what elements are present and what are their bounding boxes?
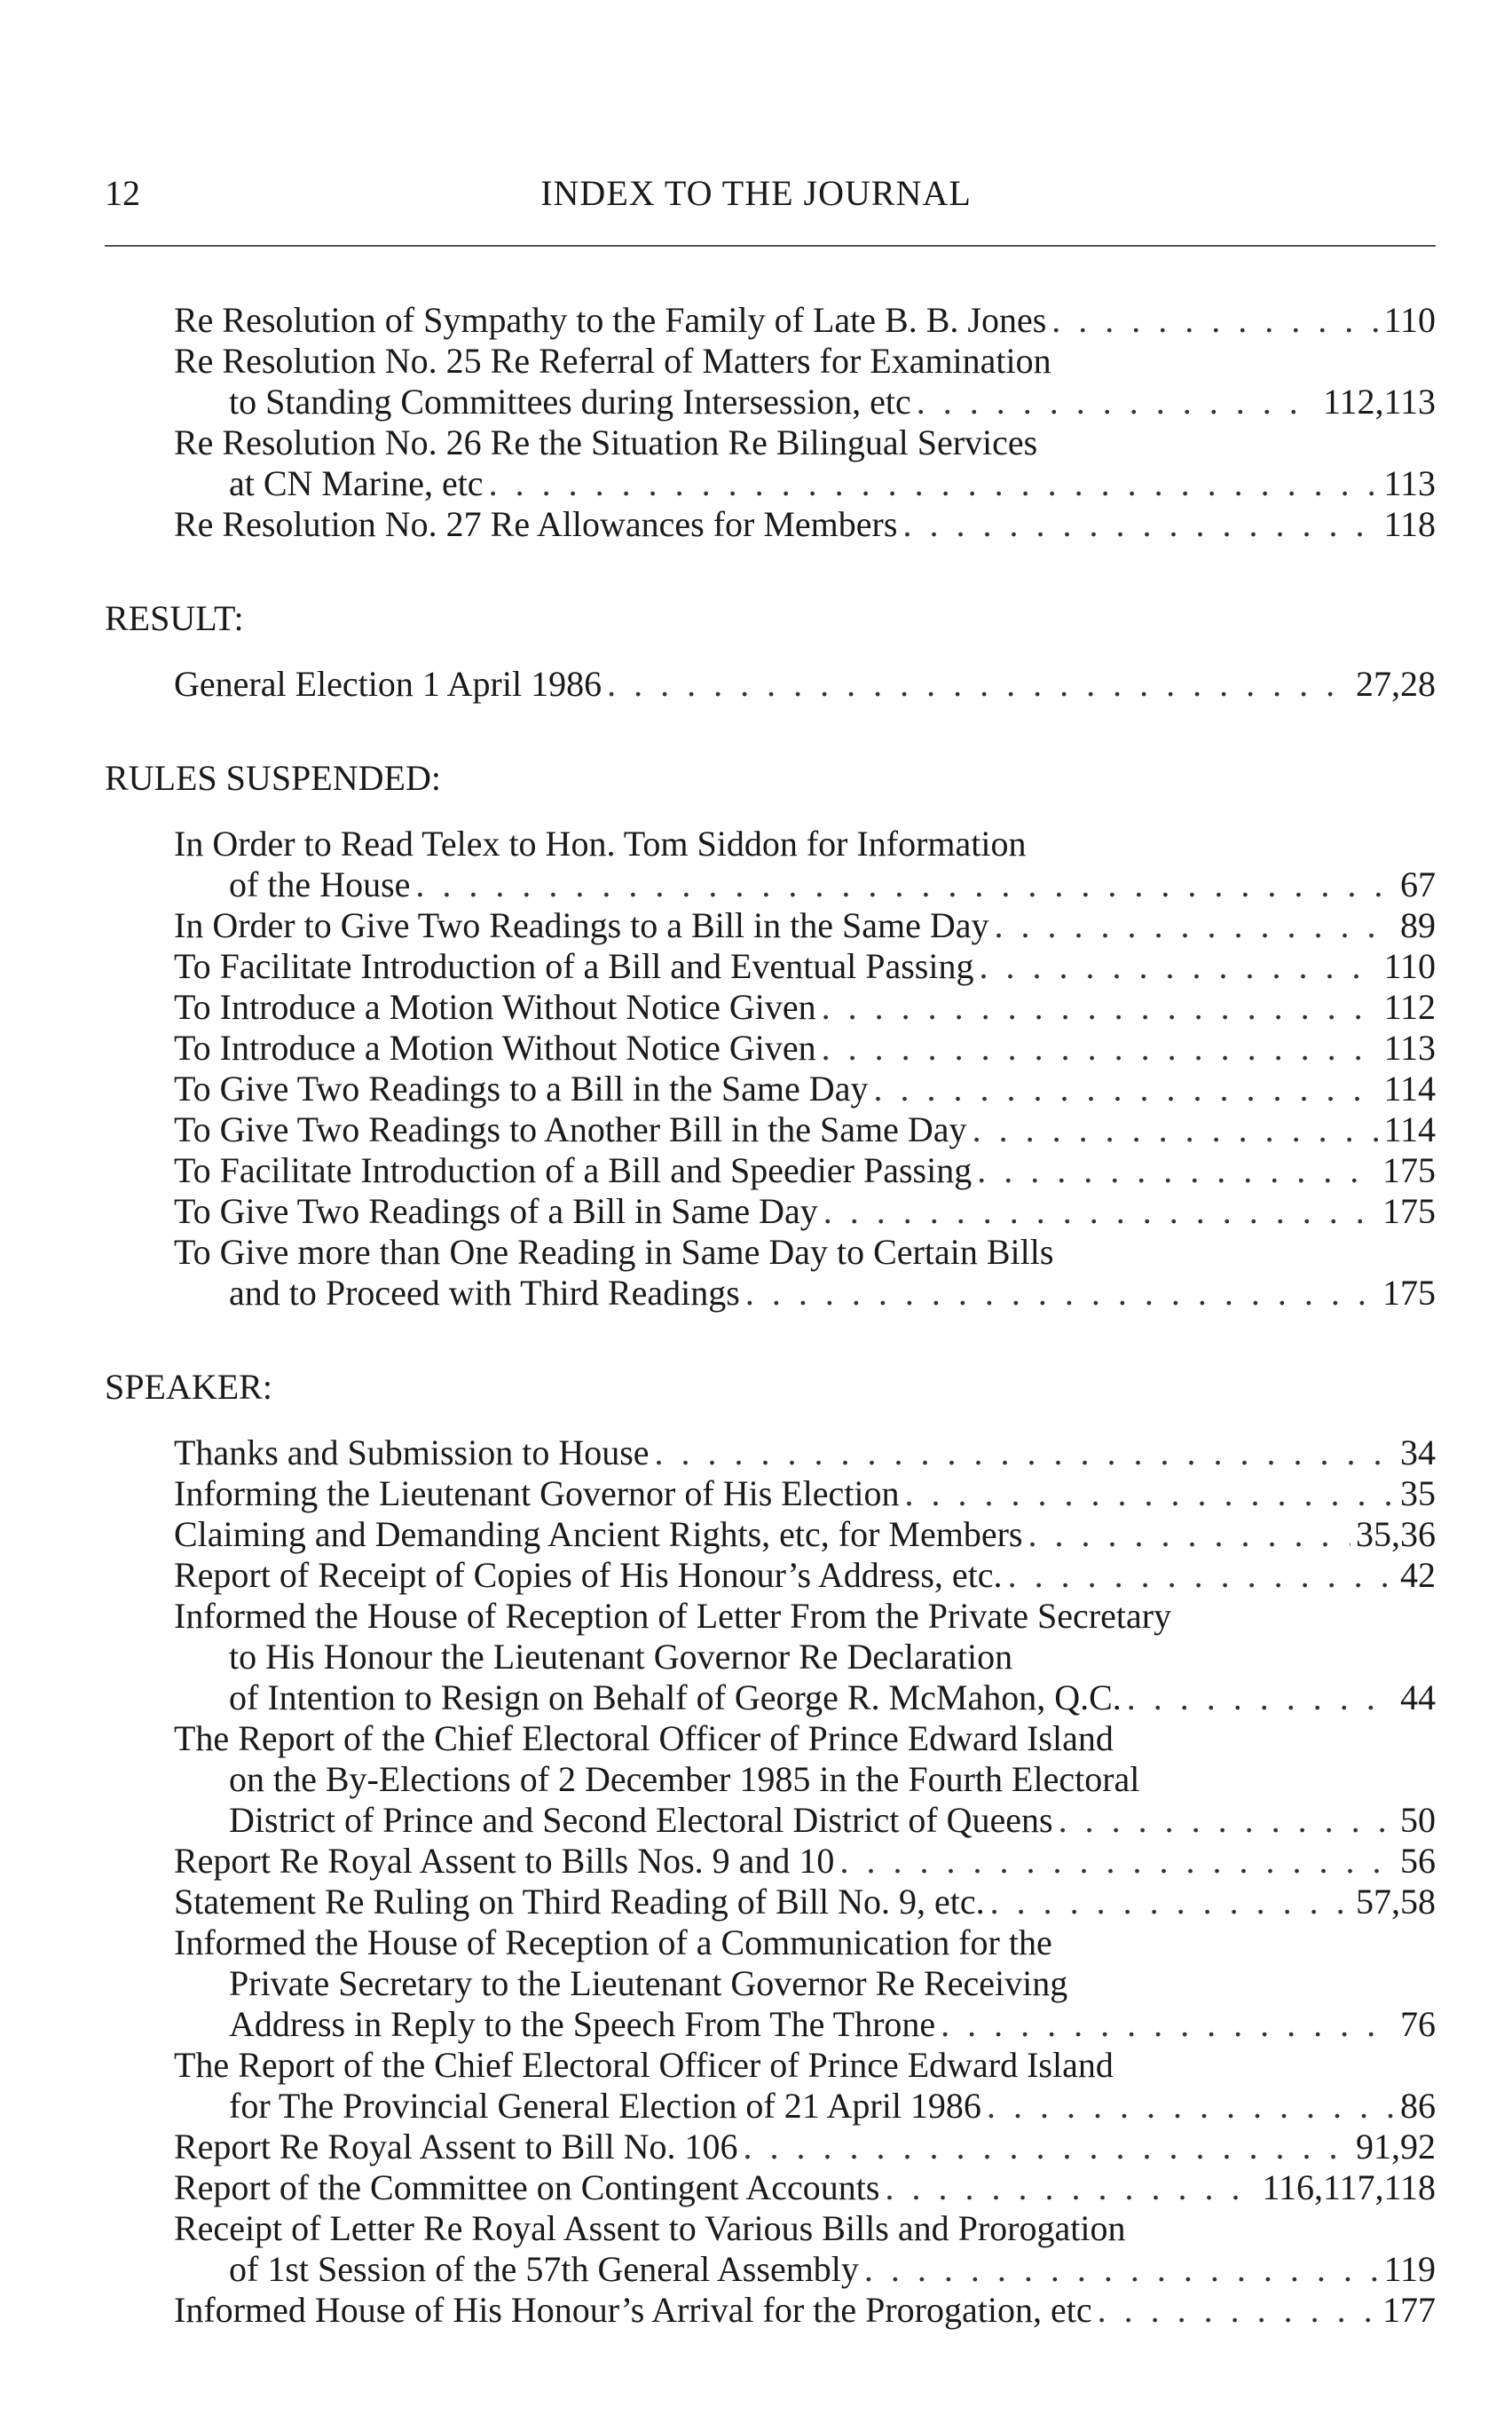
entry-line (174, 1232, 1436, 1273)
entry-line (174, 2127, 1436, 2167)
index-entry (174, 2290, 1436, 2331)
page-reference: 175 (1382, 1150, 1436, 1190)
index-section (105, 598, 1436, 705)
dot-leader (415, 864, 1395, 905)
index-entry (174, 1718, 1436, 1841)
dot-leader (902, 504, 1378, 545)
entry-line (174, 1555, 1436, 1596)
page-reference: 114 (1383, 1069, 1436, 1109)
entry-text: for The Provincial General Election of 21 April 1986 (229, 2086, 981, 2126)
entry-line (174, 1922, 1436, 1963)
page-reference: 114 (1383, 1109, 1436, 1149)
dot-leader (822, 987, 1379, 1028)
dot-leader (905, 1473, 1395, 1514)
index-entry (174, 422, 1436, 504)
dot-leader (839, 1841, 1395, 1882)
entry-line (174, 2045, 1436, 2086)
dot-leader (885, 2167, 1256, 2208)
page-reference: 110 (1383, 300, 1436, 340)
entry-text: To Facilitate Introduction of a Bill and Speedier Passing (174, 1150, 973, 1190)
entry-text: Informed House of His Honour’s Arrival for the Prorogation, etc (174, 2290, 1092, 2330)
page-reference: 86 (1400, 2086, 1436, 2126)
index-entry (174, 341, 1436, 422)
entry-text: to Standing Committees during Intersession, etc (229, 382, 911, 422)
page-reference: 89 (1400, 905, 1436, 945)
entry-line (174, 422, 1436, 463)
entry-list (174, 300, 1436, 545)
index-entry (174, 1150, 1436, 1191)
entry-text: to His Honour the Lieutenant Governor Re Declaration (229, 1637, 1013, 1677)
entry-line (174, 2208, 1436, 2249)
entry-line (174, 1514, 1436, 1555)
entry-text: General Election 1 April 1986 (174, 664, 602, 704)
page-reference: 116,117,118 (1262, 2167, 1436, 2207)
page-reference: 175 (1382, 1191, 1436, 1231)
page-reference: 91,92 (1356, 2127, 1436, 2166)
entry-line (174, 2004, 1436, 2045)
entry-line (174, 1069, 1436, 1109)
entry-list (174, 1432, 1436, 2331)
dot-leader (977, 1150, 1377, 1191)
page-reference: 119 (1383, 2249, 1436, 2289)
entry-text: To Give Two Readings of a Bill in Same Day (174, 1191, 818, 1231)
dot-leader (979, 946, 1378, 987)
page-number: 12 (105, 173, 140, 213)
header-rule (105, 245, 1436, 247)
entry-line (174, 1677, 1436, 1718)
index-entry (174, 987, 1436, 1028)
entry-line (174, 2290, 1436, 2331)
entry-text: To Introduce a Motion Without Notice Given (174, 987, 816, 1027)
entry-text: Re Resolution No. 27 Re Allowances for Members (174, 504, 898, 544)
entry-line (174, 504, 1436, 545)
entry-text: Report Re Royal Assent to Bills Nos. 9 and 10 (174, 1841, 835, 1881)
index-entry (174, 2167, 1436, 2208)
entry-text: Informing the Lieutenant Governor of His Election (174, 1473, 900, 1513)
dot-leader (655, 1432, 1395, 1473)
page-reference: 56 (1400, 1841, 1436, 1881)
index-entry (174, 1432, 1436, 1473)
running-head-title: INDEX TO THE JOURNAL (540, 173, 972, 213)
page-reference: 177 (1382, 2290, 1436, 2330)
dot-leader (995, 905, 1395, 946)
page-reference: 27,28 (1356, 664, 1436, 704)
index-entry (174, 2127, 1436, 2167)
entry-line (174, 1109, 1436, 1150)
index-entry (174, 300, 1436, 341)
dot-leader (823, 1191, 1377, 1232)
dot-leader (1059, 1800, 1395, 1841)
entry-text: Receipt of Letter Re Royal Assent to Various Bills and Prorogation (174, 2208, 1126, 2248)
entry-text: Private Secretary to the Lieutenant Governor Re Receiving (229, 1963, 1068, 2003)
dot-leader (1127, 1677, 1395, 1718)
index-entry (174, 905, 1436, 946)
index-entry (174, 1028, 1436, 1069)
entry-text: To Give Two Readings to a Bill in the Same Day (174, 1069, 869, 1109)
index-entry (174, 1191, 1436, 1232)
entry-text: To Give Two Readings to Another Bill in the Same Day (174, 1109, 967, 1149)
index-entry (174, 824, 1436, 905)
index-entry (174, 1069, 1436, 1109)
index-entry (174, 1555, 1436, 1596)
entry-text: Re Resolution of Sympathy to the Family of Late B. B. Jones (174, 300, 1047, 340)
entry-line (174, 664, 1436, 705)
entry-text: Report Re Royal Assent to Bill No. 106 (174, 2127, 738, 2166)
index-entry (174, 1232, 1436, 1314)
dot-leader (973, 1109, 1379, 1150)
dot-leader (917, 382, 1318, 422)
section-heading: RULES SUSPENDED: (105, 758, 441, 798)
dot-leader (873, 1069, 1378, 1109)
dot-leader (744, 2127, 1351, 2167)
section-heading: SPEAKER: (105, 1367, 272, 1407)
dot-leader (941, 2004, 1395, 2045)
entry-line (174, 2249, 1436, 2290)
entry-line (174, 341, 1436, 382)
index-entry (174, 1596, 1436, 1718)
page-reference: 110 (1383, 946, 1436, 986)
entry-text: In Order to Read Telex to Hon. Tom Siddon for Information (174, 824, 1027, 864)
entry-line (174, 1637, 1436, 1677)
entry-line (174, 1028, 1436, 1069)
page-reference: 76 (1400, 2004, 1436, 2044)
entry-text: of 1st Session of the 57th General Assembly (229, 2249, 859, 2289)
entry-text: on the By-Elections of 2 December 1985 in the Fourth Electoral (229, 1759, 1140, 1799)
entry-text: of Intention to Resign on Behalf of George R. McMahon, Q.C. (229, 1677, 1122, 1717)
page-reference: 50 (1400, 1800, 1436, 1840)
index-content (105, 300, 1436, 2331)
dot-leader (1008, 1555, 1395, 1596)
index-entry (174, 1841, 1436, 1882)
entry-text: Thanks and Submission to House (174, 1432, 650, 1472)
dot-leader (1098, 2290, 1377, 2331)
dot-leader (489, 463, 1379, 504)
index-section (105, 758, 1436, 1314)
entry-list (174, 824, 1436, 1314)
page-reference: 35 (1400, 1473, 1436, 1513)
entry-line (174, 987, 1436, 1028)
index-entry (174, 1473, 1436, 1514)
page-reference: 113 (1383, 1028, 1436, 1068)
entry-text: To Give more than One Reading in Same Day to Certain Bills (174, 1232, 1054, 1272)
entry-line (174, 1718, 1436, 1759)
index-section (105, 300, 1436, 545)
entry-text: Statement Re Ruling on Third Reading of Bill No. 9, etc. (174, 1882, 985, 1922)
page-reference: 175 (1382, 1273, 1436, 1313)
entry-text: The Report of the Chief Electoral Officer of Prince Edward Island (174, 1718, 1114, 1758)
page-reference: 112 (1383, 987, 1436, 1027)
page-reference: 42 (1400, 1555, 1436, 1595)
page-reference: 44 (1400, 1677, 1436, 1717)
entry-list (174, 664, 1436, 705)
entry-line (174, 1473, 1436, 1514)
entry-text: Re Resolution No. 25 Re Referral of Matters for Examination (174, 341, 1051, 381)
entry-text: and to Proceed with Third Readings (229, 1273, 740, 1313)
index-entry (174, 1922, 1436, 2045)
entry-text: at CN Marine, etc (229, 463, 484, 503)
entry-line (174, 1759, 1436, 1800)
entry-line (174, 1191, 1436, 1232)
index-entry (174, 1882, 1436, 1922)
dot-leader (745, 1273, 1377, 1314)
entry-text: To Introduce a Motion Without Notice Given (174, 1028, 816, 1068)
entry-text: Informed the House of Reception of Letter From the Private Secretary (174, 1596, 1172, 1636)
entry-text: District of Prince and Second Electoral District of Queens (229, 1800, 1053, 1840)
page-reference: 34 (1400, 1432, 1436, 1472)
entry-line (174, 2167, 1436, 2208)
entry-text: Address in Reply to the Speech From The Throne (229, 2004, 936, 2044)
entry-line (174, 1432, 1436, 1473)
index-entry (174, 1109, 1436, 1150)
page-reference: 112,113 (1322, 382, 1436, 422)
entry-line (174, 1800, 1436, 1841)
page-reference: 118 (1383, 504, 1436, 544)
entry-text: To Facilitate Introduction of a Bill and Eventual Passing (174, 946, 974, 986)
entry-line (174, 824, 1436, 864)
entry-line (174, 300, 1436, 341)
entry-text: Report of Receipt of Copies of His Honour’s Address, etc. (174, 1555, 1003, 1595)
entry-line (174, 1596, 1436, 1637)
index-entry (174, 1514, 1436, 1555)
entry-line (174, 463, 1436, 504)
entry-text: The Report of the Chief Electoral Officer of Prince Edward Island (174, 2045, 1114, 2085)
index-entry (174, 664, 1436, 705)
entry-line (174, 1273, 1436, 1314)
entry-text: Informed the House of Reception of a Communication for the (174, 1922, 1052, 1962)
index-section (105, 1367, 1436, 2331)
entry-text: of the House (229, 864, 411, 904)
dot-leader (987, 2086, 1395, 2127)
entry-text: Report of the Committee on Contingent Accounts (174, 2167, 880, 2207)
entry-line (174, 382, 1436, 422)
index-entry (174, 2208, 1436, 2290)
dot-leader (1051, 300, 1378, 341)
dot-leader (990, 1882, 1351, 1922)
dot-leader (822, 1028, 1379, 1069)
entry-text: Claiming and Demanding Ancient Rights, etc, for Members (174, 1514, 1023, 1554)
index-entry (174, 946, 1436, 987)
page-reference: 113 (1383, 463, 1436, 503)
entry-line (174, 905, 1436, 946)
entry-text: Re Resolution No. 26 Re the Situation Re Bilingual Services (174, 422, 1038, 462)
entry-line (174, 1963, 1436, 2004)
entry-line (174, 1841, 1436, 1882)
dot-leader (864, 2249, 1379, 2290)
page-reference: 35,36 (1356, 1514, 1436, 1554)
section-heading: RESULT: (105, 598, 244, 638)
entry-line (174, 946, 1436, 987)
entry-line (174, 2086, 1436, 2127)
entry-line (174, 1150, 1436, 1191)
index-entry (174, 2045, 1436, 2127)
page-reference: 57,58 (1356, 1882, 1436, 1922)
entry-text: In Order to Give Two Readings to a Bill in the Same Day (174, 905, 989, 945)
index-entry (174, 504, 1436, 545)
entry-line (174, 864, 1436, 905)
dot-leader (1028, 1514, 1351, 1555)
page-reference: 67 (1400, 864, 1436, 904)
dot-leader (607, 664, 1351, 705)
entry-line (174, 1882, 1436, 1922)
